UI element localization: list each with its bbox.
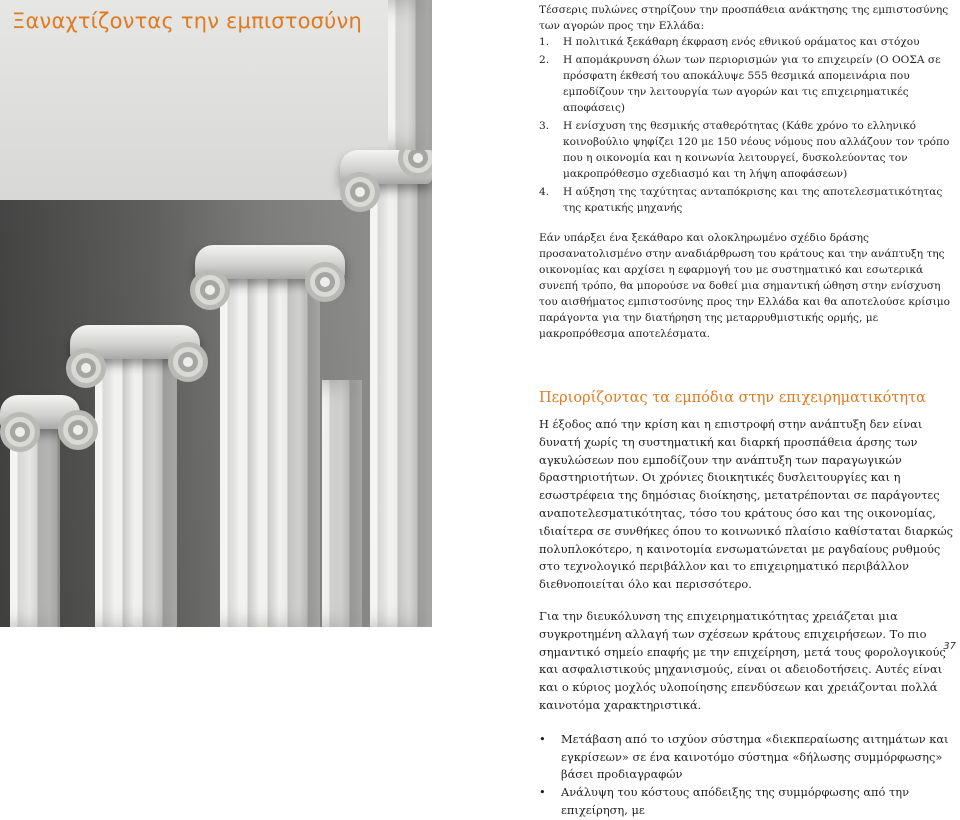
list-text: Η αύξηση της ταχύτητας ανταπόκρισης και της αποτελεσματικότητας της κρατικής μηχανής xyxy=(563,186,943,214)
columns-photo xyxy=(0,0,432,627)
column-center xyxy=(220,270,320,627)
list-number: 1. xyxy=(539,36,550,48)
list-number: 2. xyxy=(539,54,550,66)
volute-ornament xyxy=(305,262,345,302)
column-background xyxy=(322,380,362,627)
action-plan-paragraph: Εάν υπάρξει ένα ξεκάθαρο και ολοκληρωμένο σχέδιο δράσης προσανατολισμένο στην αναδιάρθρωση του κράτους και την ανάπτυξη της οικονομίας και αρχίσει η εφαρμογή του με συστηματικό και εσωτερικά συνεπή τρόπο, θα μπορούσε να δοθεί μια σημαντική ώθηση στην ενίσχυση του αισθήματος εμπιστοσύνης προς την Ελλάδα και θα αποτελούσε κρίσιμο παράγοντα για την διατήρηση της μεταρρυθμιστικής ορμής, με μακροπρόθεσμα αποτελέσματα. xyxy=(539,232,951,340)
bullet-item xyxy=(539,731,954,784)
list-text: Η πολιτικά ξεκάθαρη έκφραση ενός εθνικού οράματος και στόχου xyxy=(563,36,920,48)
list-item xyxy=(539,184,954,216)
section-paragraph: Για την διευκόλυνση της επιχειρηματικότητας χρειάζεται μια συγκροτημένη αλλαγή των σχέσεων κράτους επιχειρήσεων. Το πιο σημαντικό σημείο επαφής με την επιχείρηση, μετά τους φορολογικούς και ασφαλιστικούς μηχανισμούς, είναι οι αδειοδοτήσεις. Αυτές είναι και ο κύριος μοχλός υλοποίησης επενδύσεων και χρειάζονται πολλά καινοτόμα χαρακτηριστικά. xyxy=(539,608,946,712)
pillars-list xyxy=(539,34,954,216)
bullet-text: Ανάλυψη του κόστους απόδειξης της συμμόρφωσης από την επιχείρηση, με xyxy=(561,785,910,817)
volute-ornament xyxy=(190,270,230,310)
list-number: 4. xyxy=(539,186,550,198)
section-paragraph: Η έξοδος από την κρίση και η επιστροφή στην ανάπτυξη δεν είναι δυνατή χωρίς τη συστηματική και διαρκή προσπάθεια άρσης των αγκυλώσεων που εμποδίζουν την ανάπτυξη των παραγωγικών δραστηριοτήτων. Οι χρόνιες διοικητικές δυσλειτουργίες και η εσωστρέφεια της δημόσιας διοίκησης, μετατρέπονται σε παράγοντες αναποτελεσματικότητας, τόσο του κράτους όσο και της οικονομίας, ιδιαίτερα σε συνθήκες όπου το κοινωνικό πλαίσιο καθίσταται διαρκώς πολυπλοκότερο, η καινοτομία ενσωματώνεται με ραγδαίους ρυθμούς στο τεχνολογικό περιβάλλον και το επιχειρηματικό περιβάλλον διεθνοποιείται όλο και περισσότερο. xyxy=(539,417,954,592)
bullet-dot-icon: • xyxy=(539,731,546,746)
section-heading: Περιορίζοντας τα εμπόδια στην επιχειρηματικότητα xyxy=(539,390,926,406)
page-title: Ξαναχτίζοντας την εμπιστοσύνη xyxy=(12,9,362,33)
bullet-text: Μετάβαση από το ισχύον σύστημα «διεκπεραίωσης αιτημάτων και εγκρίσεων» σε ένα καινοτόμο σύστημα «δήλωσης συμμόρφωσης» βάσει προδιαγραφών xyxy=(561,731,949,782)
volute-ornament xyxy=(66,348,106,388)
list-text: Η ενίσχυση της θεσμικής σταθερότητας (Κάθε χρόνο το ελληνικό κοινοβούλιο ψηφίζει 120 με 150 νέους νόμους που αλλάζουν τον τρόπο που η οικονομία και η κοινωνία λειτουργεί, δυσκολεύοντας τον μακροπρόθεσμο σχεδιασμό και τη λήψη αποφάσεων) xyxy=(563,120,950,180)
column-far-right xyxy=(370,170,432,627)
column-top-right xyxy=(388,0,432,150)
volute-ornament xyxy=(0,412,40,452)
bullet-dot-icon: • xyxy=(539,785,546,800)
list-text: Η απομάκρυνση όλων των περιορισμών για το επιχειρείν (Ο ΟΟΣΑ σε πρόσφατη έκθεσή του αποκάλυψε 555 θεσμικά απομεινάρια που εμποδίζουν την λειτουργία των αγορών και τις επιχειρηματικές αποφάσεις) xyxy=(563,54,941,114)
page-number: 37 xyxy=(943,641,956,652)
main-text-column xyxy=(539,2,954,820)
bullet-item xyxy=(539,784,954,820)
list-item xyxy=(539,118,954,182)
list-number: 3. xyxy=(539,120,550,132)
list-item xyxy=(539,34,954,50)
bullet-list xyxy=(539,731,954,820)
list-item xyxy=(539,52,954,116)
intro-text: Τέσσερις πυλώνες στηρίζουν την προσπάθεια ανάκτησης της εμπιστοσύνης των αγορών προς την Ελλάδα: xyxy=(539,4,949,32)
column-left-center xyxy=(95,345,177,627)
volute-ornament xyxy=(168,342,208,382)
volute-ornament xyxy=(58,410,98,450)
volute-ornament xyxy=(340,172,380,212)
